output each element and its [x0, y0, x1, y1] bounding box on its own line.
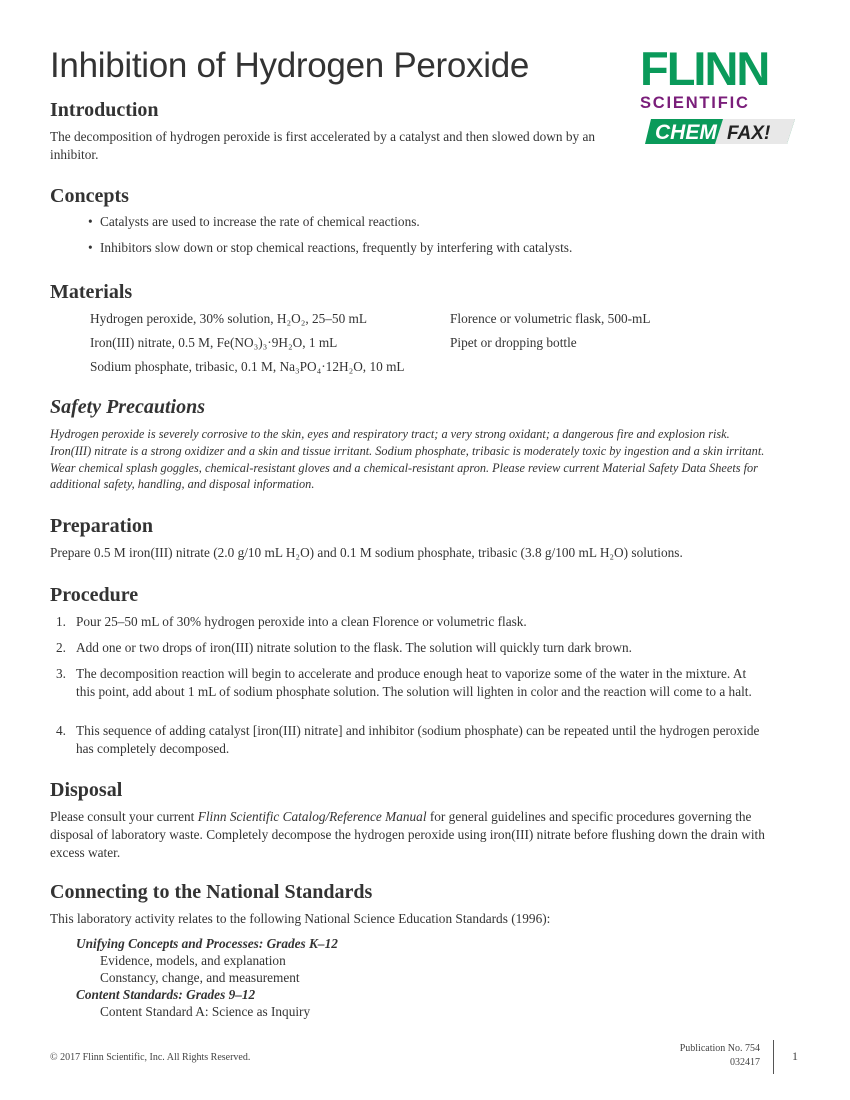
- material-item: Hydrogen peroxide, 30% solution, H₂O₂, 25–50 mL: [90, 311, 368, 326]
- procedure-step: 2. Add one or two drops of iron(III) nitrate solution to the flask. The solution will quickly turn dark brown.: [56, 640, 632, 655]
- concepts-heading: Concepts: [50, 185, 129, 207]
- page-title: Inhibition of Hydrogen Peroxide: [50, 46, 530, 85]
- publication-number: Publication No. 754: [679, 1043, 760, 1054]
- procedure-step: 1. Pour 25–50 mL of 30% hydrogen peroxide into a clean Florence or volumetric flask.: [56, 614, 527, 629]
- standards-group-heading: Content Standards: Grades 9–12: [76, 987, 256, 1002]
- introduction-heading: Introduction: [50, 99, 159, 121]
- scientific-logo-text: SCIENTIFIC: [640, 94, 750, 112]
- page-number: 1: [792, 1049, 798, 1063]
- concept-item: • Catalysts are used to increase the rate of chemical reactions.: [88, 214, 420, 229]
- disposal-heading: Disposal: [50, 779, 123, 801]
- material-item: Sodium phosphate, tribasic, 0.1 M, Na₃PO₄·12H₂O, 10 mL: [90, 359, 405, 374]
- concept-item: • Inhibitors slow down or stop chemical reactions, frequently by interfering with catalysts.: [88, 240, 573, 255]
- materials-heading: Materials: [50, 281, 133, 303]
- disposal-text: Please consult your current Flinn Scientific Catalog/Reference Manual for general guidelines and specific procedures governing the disposal of laboratory waste. Completely decompose the hydrogen peroxide using iron(III) nitrate before flushing down the drain with excess water.: [50, 809, 765, 860]
- introduction-text: The decomposition of hydrogen peroxide is first accelerated by a catalyst and then slowed down by an inhibitor.: [50, 129, 596, 162]
- catalog-title: Flinn Scientific Catalog/Reference Manual: [197, 809, 427, 824]
- material-item: Iron(III) nitrate, 0.5 M, Fe(NO₃)₃·9H₂O, 1 mL: [90, 335, 338, 350]
- copyright: © 2017 Flinn Scientific, Inc. All Rights Reserved.: [50, 1052, 251, 1063]
- preparation-text: Prepare 0.5 M iron(III) nitrate (2.0 g/10 mL H₂O) and 0.1 M sodium phosphate, tribasic (3.8 g/100 mL H₂O) solutions.: [50, 545, 683, 560]
- publication-code: 032417: [730, 1057, 760, 1068]
- procedure-heading: Procedure: [50, 584, 139, 606]
- standards-item: Evidence, models, and explanation: [100, 953, 286, 968]
- material-item: Pipet or dropping bottle: [450, 335, 577, 350]
- standards-intro: This laboratory activity relates to the following National Science Education Standards (1996):: [50, 911, 551, 926]
- procedure-step: 3. The decomposition reaction will begin to accelerate and produce enough heat to vaporize some of the water in the mixture. At this point, add about 1 mL of sodium phosphate solution. The solution will lighten in color and the reaction will come to a halt.: [56, 666, 752, 699]
- procedure-step: 4. This sequence of adding catalyst [iron(III) nitrate] and inhibitor (sodium phosphate) can be repeated until the hydrogen peroxide has completely decomposed.: [56, 723, 760, 756]
- chem-text: CHEM: [655, 121, 717, 144]
- standards-item: Content Standard A: Science as Inquiry: [100, 1004, 311, 1019]
- material-item: Florence or volumetric flask, 500-mL: [450, 311, 651, 326]
- preparation-heading: Preparation: [50, 515, 153, 537]
- standards-heading: Connecting to the National Standards: [50, 881, 373, 903]
- flinn-logo: FLINN: [640, 42, 769, 95]
- standards-group-heading: Unifying Concepts and Processes: Grades K–12: [76, 936, 338, 951]
- safety-text: Hydrogen peroxide is severely corrosive to the skin, eyes and respiratory tract; a very strong oxidant; a dangerous fire and explosion risk. Iron(III) nitrate is a strong oxidizer and a skin and tissue irritant. Sodium phosphate, tribasic is moderately toxic by ingestion and a skin irritant. Wear chemical splash goggles, chemical-resistant gloves and a chemical-resistant apron. Please review current Material Safety Data Sheets for additional safety, handling, and disposal information.: [50, 427, 765, 492]
- safety-heading: Safety Precautions: [50, 396, 205, 418]
- footer-divider: [773, 1040, 774, 1074]
- chemfax-logo: [645, 117, 795, 145]
- standards-item: Constancy, change, and measurement: [100, 970, 300, 985]
- fax-text: FAX!: [727, 123, 771, 144]
